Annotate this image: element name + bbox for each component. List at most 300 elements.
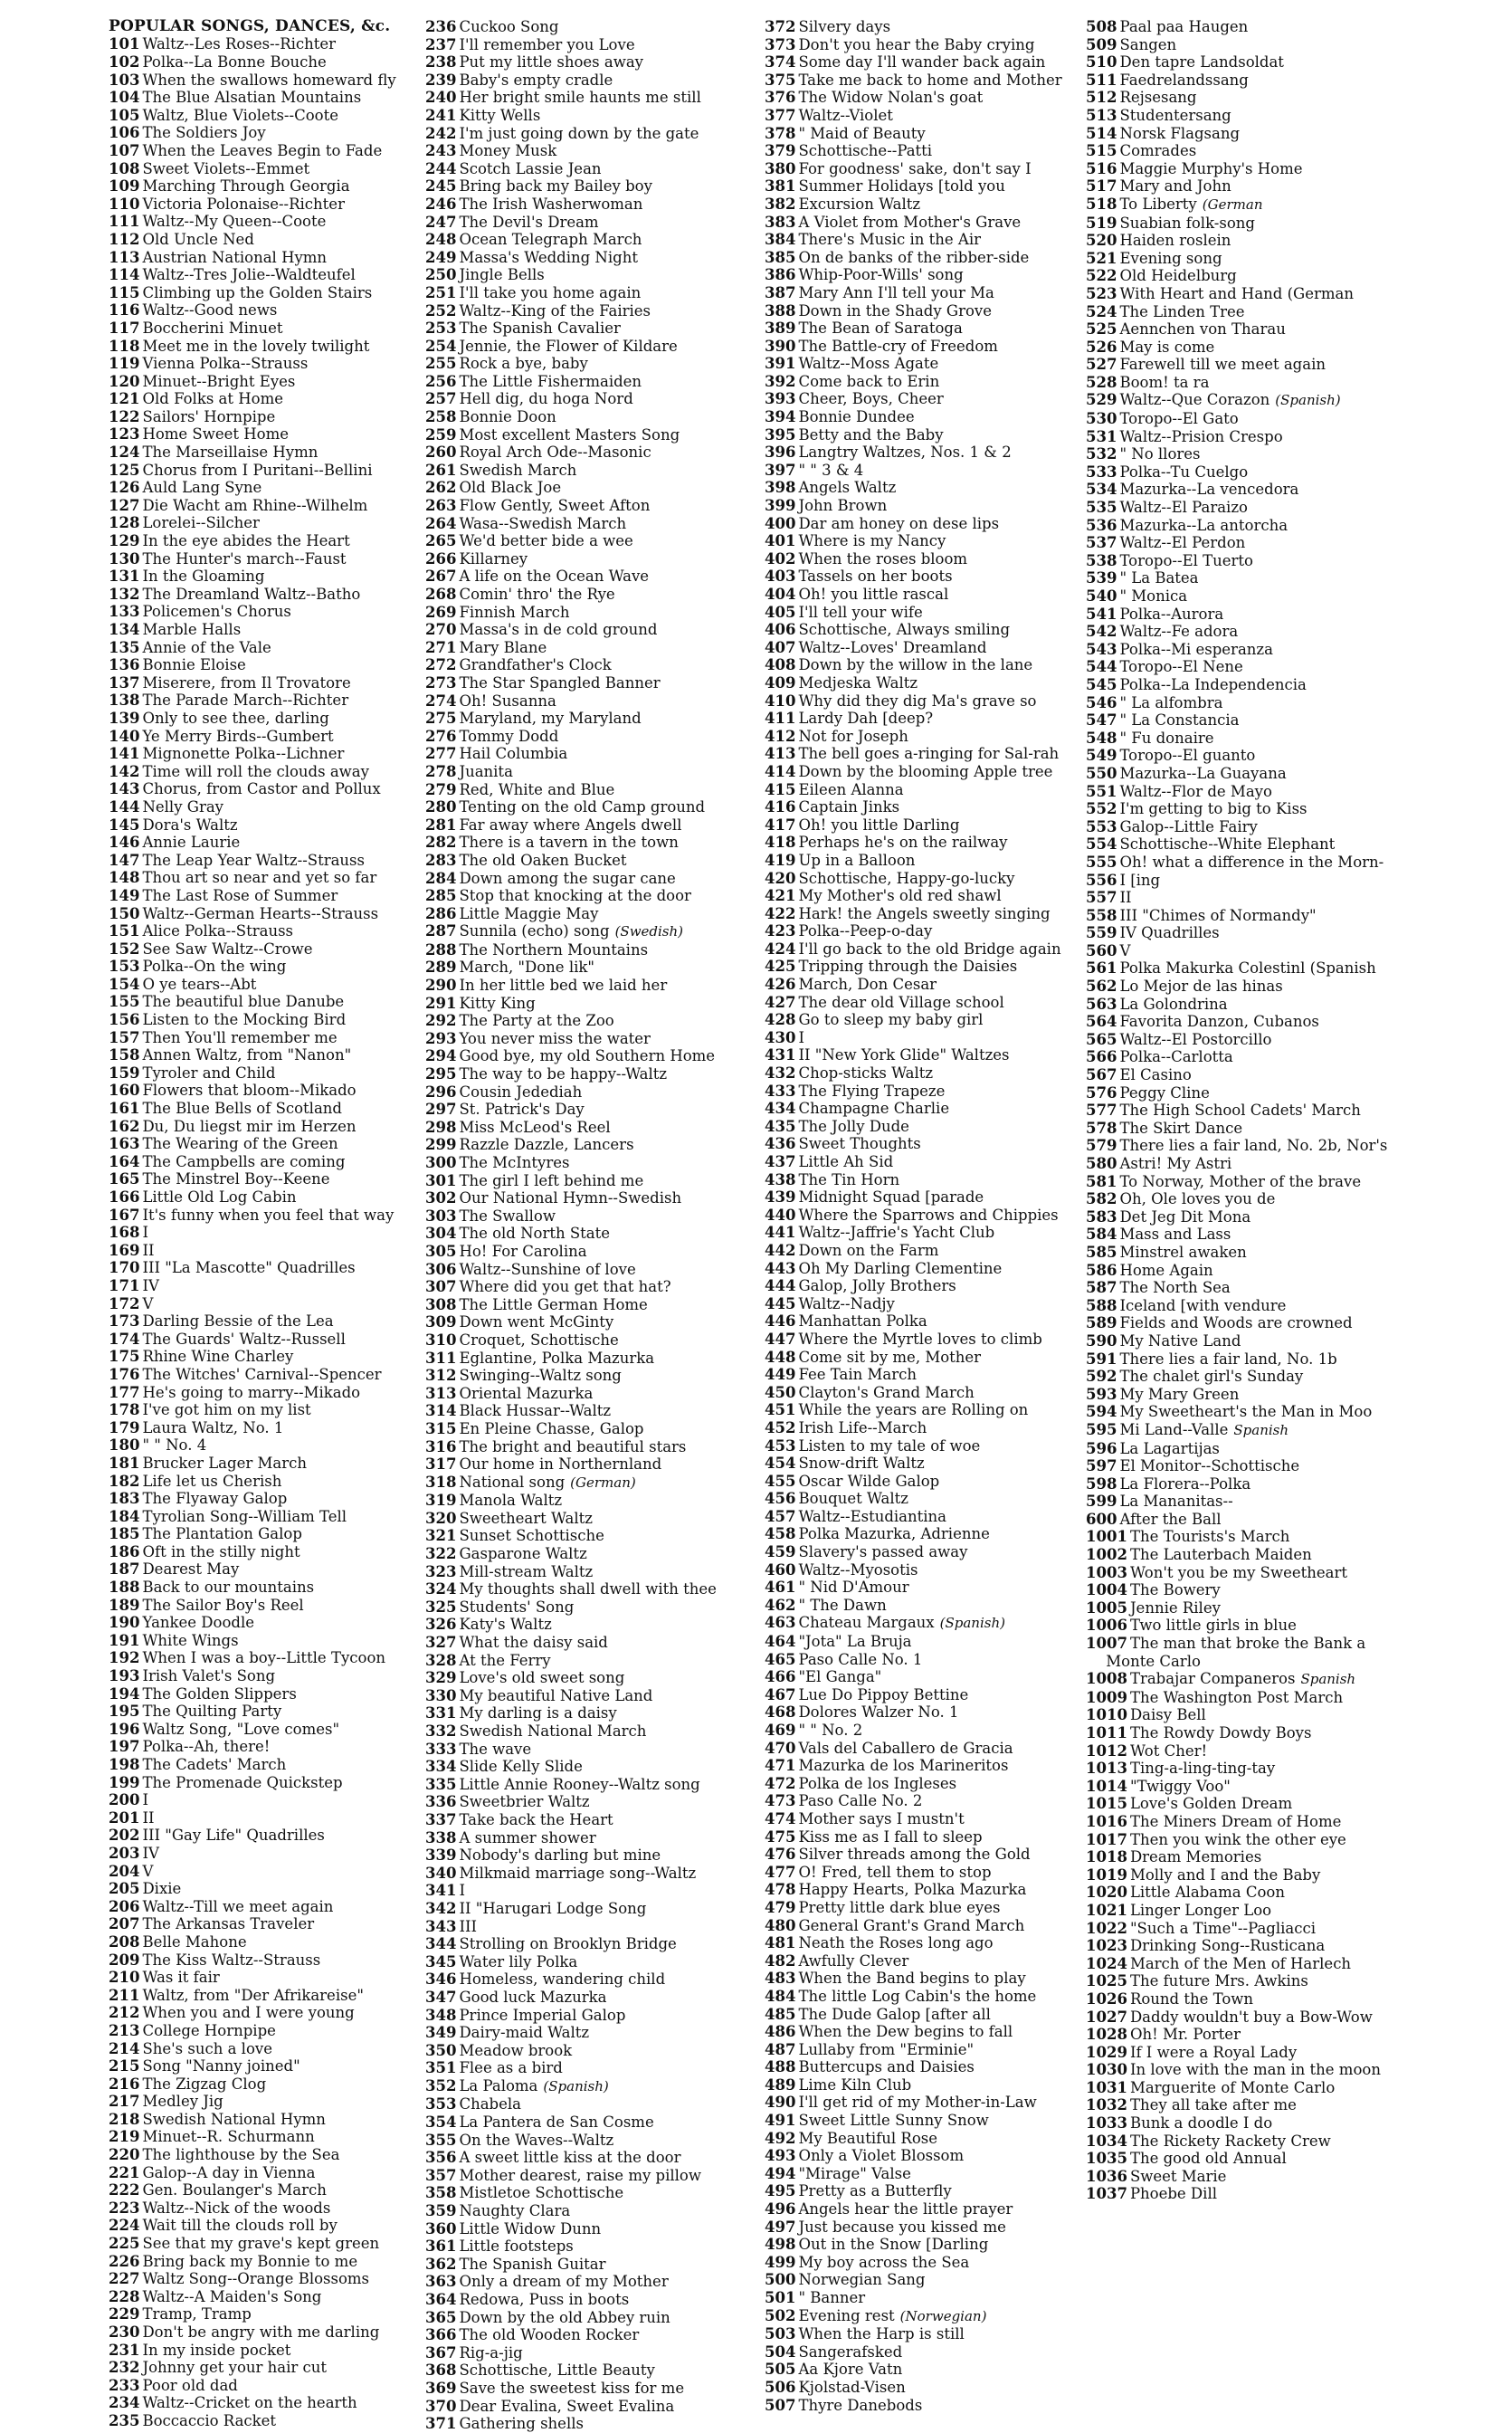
song-title: The good old Annual (1129, 2150, 1287, 2168)
song-title: O! Fred, tell them to stop (798, 1863, 992, 1881)
song-title: Mazurka--La Guayana (1119, 764, 1287, 782)
column-2 (425, 18, 762, 2433)
song-title: Waltz--Flor de Mayo (1119, 782, 1272, 800)
song-title: Sunset Schottische (459, 1527, 604, 1545)
song-entry (765, 196, 1083, 214)
song-title: The little Log Cabin's the home (798, 1987, 1037, 2005)
song-number: 167 (109, 1206, 140, 1224)
song-number: 300 (425, 1154, 457, 1171)
song-number: 119 (109, 355, 140, 373)
song-number: 224 (109, 2217, 140, 2235)
song-number: 1006 (1086, 1617, 1127, 1635)
song-number: 239 (425, 71, 457, 89)
song-title: Waltz--Tres Jolie--Waldteufel (142, 266, 356, 284)
song-entry (1086, 303, 1500, 321)
song-title: The dear old Village school (798, 993, 1004, 1011)
song-number: 281 (425, 816, 457, 834)
song-title: Go to sleep my baby girl (798, 1011, 984, 1029)
song-number: 310 (425, 1331, 457, 1349)
song-entry (425, 656, 762, 674)
song-title: The way to be happy--Waltz (459, 1065, 668, 1083)
song-number: 402 (765, 549, 796, 568)
song-title: Little Maggie May (459, 904, 599, 922)
song-entry (765, 142, 1083, 160)
song-title: At the Ferry (459, 1651, 551, 1669)
song-title: Sweet Violets--Emmet (142, 159, 310, 177)
song-number: 112 (109, 230, 140, 248)
song-title: I'll tell your wife (798, 603, 923, 621)
song-number: 434 (765, 1100, 796, 1118)
song-title: Baby's empty cradle (459, 71, 613, 89)
song-title: Oh! Mr. Porter (1129, 2026, 1241, 2044)
song-title: The Spanish Cavalier (459, 320, 621, 338)
song-entry (109, 692, 421, 710)
song-title: Waltz--My Queen--Coote (142, 213, 327, 231)
song-entry (1086, 374, 1500, 392)
song-entry (109, 1774, 421, 1792)
song-entry (425, 1136, 762, 1154)
song-title: Massa's in de cold ground (459, 621, 658, 639)
song-number: 221 (109, 2163, 140, 2181)
song-number: 443 (765, 1259, 796, 1277)
song-entry (765, 568, 1083, 586)
song-entry (765, 1490, 1083, 1508)
song-title: Toropo--El Nene (1119, 658, 1243, 676)
song-entry (765, 1525, 1083, 1543)
song-entry (425, 1634, 762, 1652)
song-entry (109, 1597, 421, 1615)
song-title: Sweetbrier Waltz (459, 1793, 590, 1811)
song-entry (425, 2007, 762, 2025)
song-entry (109, 656, 421, 674)
song-entry (1086, 2096, 1500, 2114)
song-title: Won't you be my Sweetheart (1129, 1563, 1347, 1581)
song-entry (1086, 1689, 1500, 1707)
song-number: 590 (1086, 1331, 1117, 1350)
song-number: 442 (765, 1241, 796, 1259)
song-entry (109, 2181, 421, 2199)
song-entry (765, 1668, 1083, 1686)
song-title: My Beautiful Rose (798, 2129, 938, 2147)
song-title: Waltz--Cricket on the hearth (142, 2394, 357, 2412)
song-title: Waltz--Prision Crespo (1119, 427, 1283, 445)
song-number: 226 (109, 2252, 140, 2270)
song-number: 373 (765, 35, 796, 53)
song-entry (425, 1882, 762, 1900)
song-title: Boccherini Minuet (142, 319, 283, 337)
song-entry (425, 1030, 762, 1048)
song-number: 438 (765, 1170, 796, 1188)
song-number: 215 (109, 2057, 140, 2075)
song-title: National song (459, 1473, 566, 1491)
song-title: My Mary Green (1119, 1385, 1240, 1403)
song-title: Down on the Farm (798, 1241, 939, 1259)
song-number: 180 (109, 1436, 140, 1455)
song-entry (1086, 1778, 1500, 1796)
song-number: 542 (1086, 623, 1117, 641)
song-number: 598 (1086, 1474, 1117, 1493)
song-number: 289 (425, 959, 457, 977)
song-number: 327 (425, 1634, 457, 1652)
song-title: Waltz Song, "Love comes" (142, 1720, 340, 1738)
song-entry (425, 1811, 762, 1829)
song-number: 125 (109, 461, 140, 479)
song-title: Paso Calle No. 1 (798, 1650, 923, 1668)
song-number: 135 (109, 638, 140, 656)
song-entry (765, 1881, 1083, 1899)
song-title: For goodness' sake, don't say I (798, 159, 1032, 177)
song-title: "Jota" La Bruja (798, 1633, 912, 1651)
song-number: 404 (765, 586, 796, 603)
language-note: (Spanish) (1275, 392, 1341, 409)
song-number: 514 (1086, 124, 1117, 142)
song-number: 585 (1086, 1243, 1117, 1261)
song-number: 465 (765, 1650, 796, 1668)
song-number: 244 (425, 159, 457, 177)
song-number: 1033 (1086, 2114, 1127, 2132)
song-entry (109, 1046, 421, 1064)
song-title: Marching Through Georgia (142, 177, 350, 196)
song-title: Most excellent Masters Song (459, 425, 680, 444)
song-number: 169 (109, 1241, 140, 1259)
song-title: Sunnila (echo) song (459, 922, 610, 940)
song-entry (425, 2398, 762, 2416)
song-number: 533 (1086, 463, 1117, 481)
song-number: 269 (425, 603, 457, 621)
song-number: 390 (765, 337, 796, 355)
song-number: 1029 (1086, 2043, 1127, 2061)
song-entry (765, 2397, 1083, 2415)
song-title: Waltz--Estudiantina (798, 1507, 947, 1525)
song-number: 338 (425, 1828, 457, 1846)
song-title: Norsk Flagsang (1119, 124, 1241, 142)
song-number: 342 (425, 1899, 457, 1917)
song-number: 268 (425, 586, 457, 603)
song-entry (1086, 1972, 1500, 1990)
song-title: John Brown (798, 497, 888, 515)
song-entry (425, 1989, 762, 2007)
song-title: Angels hear the little prayer (798, 2200, 1013, 2218)
song-title: Schottische--White Elephant (1119, 835, 1336, 854)
song-entry (765, 674, 1083, 692)
song-number: 128 (109, 514, 140, 532)
song-title: Daddy wouldn't buy a Bow-Wow (1129, 2008, 1373, 2026)
song-number: 471 (765, 1757, 796, 1775)
song-title: When the roses bloom (798, 549, 968, 568)
song-number: 414 (765, 762, 796, 780)
song-title: Whip-Poor-Wills' song (798, 266, 964, 284)
song-number: 454 (765, 1455, 796, 1473)
song-title: Waltz--Good news (142, 301, 278, 320)
song-number: 240 (425, 89, 457, 107)
song-title: I'm getting to big to Kiss (1119, 800, 1308, 818)
song-entry (1086, 730, 1500, 748)
song-title: There is a tavern in the town (459, 834, 679, 852)
song-number: 1032 (1086, 2096, 1127, 2114)
song-entry (109, 816, 421, 835)
song-entry (1086, 1528, 1500, 1546)
song-entry (1086, 445, 1500, 463)
song-entry (109, 497, 421, 515)
song-title: Waltz--Nick of the woods (142, 2199, 331, 2217)
song-number: 591 (1086, 1350, 1117, 1368)
song-title: Silver threads among the Gold (798, 1846, 1031, 1864)
song-number: 204 (109, 1862, 140, 1880)
song-entry (109, 887, 421, 905)
song-entry (425, 2220, 762, 2238)
song-entry (765, 373, 1083, 391)
song-title: Fields and Woods are crowned (1119, 1314, 1353, 1332)
song-entry (765, 53, 1083, 72)
song-number: 319 (425, 1492, 457, 1510)
song-entry (1086, 1421, 1500, 1440)
song-entry (109, 2004, 421, 2022)
song-number: 113 (109, 248, 140, 266)
song-number: 478 (765, 1881, 796, 1899)
song-number: 467 (765, 1685, 796, 1703)
song-entry (1086, 250, 1500, 268)
song-entry (1086, 534, 1500, 552)
song-entry (1086, 1403, 1500, 1421)
song-title: Where the Myrtle loves to climb (798, 1330, 1042, 1348)
song-title: Oh! what a difference in the Morn- (1119, 853, 1384, 871)
song-number: 424 (765, 940, 796, 958)
song-title: Down by the blooming Apple tree (798, 762, 1053, 780)
song-entry (765, 160, 1083, 178)
song-title: Students' Song (459, 1598, 575, 1616)
song-entry (765, 781, 1083, 799)
song-title: Tommy Dodd (459, 727, 559, 745)
song-title: Ocean Telegraph March (459, 231, 642, 249)
song-entry (1086, 606, 1500, 624)
song-title: The Miners Dream of Home (1129, 1812, 1342, 1830)
song-entry (1086, 1475, 1500, 1493)
song-entry (109, 1473, 421, 1491)
song-entry (109, 674, 421, 692)
song-entry (765, 1011, 1083, 1029)
song-title: Polka--Mi esperanza (1119, 640, 1273, 658)
song-entry (425, 568, 762, 586)
song-number: 102 (109, 53, 140, 71)
song-entry (1086, 907, 1500, 925)
song-entry (109, 1118, 421, 1136)
song-entry (425, 160, 762, 178)
song-entry (109, 373, 421, 391)
song-entry (765, 1029, 1083, 1047)
song-title: While the years are Rolling on (798, 1401, 1029, 1419)
song-number: 380 (765, 159, 796, 177)
song-title: Old Black Joe (459, 479, 562, 497)
song-number: 152 (109, 940, 140, 958)
song-entry (109, 603, 421, 621)
song-entry (425, 1474, 762, 1493)
song-title: Money Musk (459, 142, 557, 160)
song-number: 501 (765, 2289, 796, 2306)
song-number: 349 (425, 2024, 457, 2042)
song-title: A summer shower (459, 1828, 596, 1846)
song-entry (765, 1579, 1083, 1597)
song-number: 347 (425, 1988, 457, 2006)
song-entry (765, 940, 1083, 959)
song-title: My thoughts shall dwell with thee (459, 1580, 717, 1598)
song-entry (1086, 356, 1500, 374)
song-title: Where the Sparrows and Chippies (798, 1206, 1059, 1224)
song-entry (109, 2057, 421, 2075)
song-number: 368 (425, 2361, 457, 2380)
song-number: 518 (1086, 195, 1117, 213)
song-title: Kiss me as I fall to sleep (798, 1827, 983, 1846)
song-title: " Monica (1119, 587, 1188, 605)
song-title: Mazurka--La vencedora (1119, 481, 1299, 499)
song-title: I (459, 1882, 465, 1900)
song-number: 447 (765, 1330, 796, 1348)
song-number: 303 (425, 1207, 457, 1225)
song-title: Sweet Marie (1129, 2167, 1227, 2185)
song-entry (425, 1154, 762, 1172)
song-entry (1086, 1013, 1500, 1031)
song-number: 474 (765, 1809, 796, 1827)
song-entry (765, 177, 1083, 196)
song-number: 448 (765, 1348, 796, 1366)
song-entry (109, 532, 421, 550)
song-entry (765, 2076, 1083, 2094)
column-4 (1086, 18, 1500, 2203)
song-title: Royal Arch Ode--Masonic (459, 444, 651, 462)
song-entry (109, 1614, 421, 1632)
song-entry (425, 604, 762, 622)
song-entry (1086, 1102, 1500, 1120)
song-title: Yankee Doodle (142, 1614, 255, 1632)
song-number: 596 (1086, 1439, 1117, 1457)
song-entry (1086, 552, 1500, 570)
song-title: Iceland [with vendure (1119, 1296, 1287, 1314)
song-number: 524 (1086, 302, 1117, 320)
song-title: Awfully Clever (798, 1951, 909, 1970)
song-number: 493 (765, 2147, 796, 2165)
song-title: The Flyaway Galop (142, 1490, 288, 1508)
song-entry (109, 568, 421, 586)
song-entry (425, 426, 762, 444)
song-entry (425, 53, 762, 72)
song-title: Waltz--Les Roses--Richter (142, 35, 337, 53)
song-number: 374 (765, 53, 796, 72)
song-title: Little Annie Rooney--Waltz song (459, 1775, 700, 1793)
song-entry (109, 2164, 421, 2182)
song-title: The Washington Post March (1129, 1688, 1344, 1706)
song-entry (1086, 320, 1500, 339)
song-entry (109, 1756, 421, 1774)
song-number: 400 (765, 514, 796, 532)
song-number: 188 (109, 1579, 140, 1597)
song-title: IV (142, 1844, 159, 1862)
song-number: 110 (109, 195, 140, 213)
song-title: The Kiss Waltz--Strauss (142, 1951, 321, 1969)
song-title: The beautiful blue Danube (142, 993, 345, 1011)
song-number: 229 (109, 2305, 140, 2323)
song-title: " " No. 4 (142, 1436, 207, 1455)
song-number: 312 (425, 1367, 457, 1385)
song-title: Perhaps he's on the railway (798, 834, 1008, 852)
song-number: 189 (109, 1596, 140, 1614)
song-title: The Flying Trapeze (798, 1082, 946, 1100)
song-entry (1086, 463, 1500, 482)
song-entry (109, 2377, 421, 2395)
song-entry (1086, 107, 1500, 125)
song-entry (1086, 1848, 1500, 1866)
song-entry (425, 1065, 762, 1083)
song-number: 519 (1086, 214, 1117, 232)
song-entry (1086, 1990, 1500, 2008)
song-number: 305 (425, 1242, 457, 1260)
song-title: Annen Waltz, from "Nanon" (142, 1046, 352, 1064)
song-title: II "New York Glide" Waltzes (798, 1046, 1010, 1064)
song-entry (109, 1845, 421, 1863)
song-number: 161 (109, 1100, 140, 1118)
column-body (425, 18, 762, 2433)
song-title: Waltz--Nadjy (798, 1294, 895, 1312)
song-number: 150 (109, 904, 140, 922)
song-number: 372 (765, 18, 796, 35)
song-title: Bonnie Doon (459, 408, 556, 426)
song-number: 1037 (1086, 2185, 1127, 2203)
song-title: The girl I left behind me (459, 1171, 644, 1189)
song-number: 203 (109, 1844, 140, 1862)
song-entry (765, 1242, 1083, 1260)
song-entry (425, 2202, 762, 2220)
song-entry (109, 550, 421, 568)
song-title: Studentersang (1119, 106, 1231, 124)
song-entry (765, 1207, 1083, 1225)
song-title: Pretty as a Butterfly (798, 2182, 952, 2200)
song-entry (109, 124, 421, 142)
song-entry (109, 1721, 421, 1739)
song-title: Mother dearest, raise my pillow (459, 2166, 701, 2184)
song-entry (109, 1455, 421, 1473)
song-number: 441 (765, 1224, 796, 1242)
song-title: Razzle Dazzle, Lancers (459, 1136, 634, 1154)
song-entry (1086, 1955, 1500, 1973)
song-entry (765, 1295, 1083, 1313)
song-entry (765, 107, 1083, 125)
song-entry (425, 2380, 762, 2398)
song-number: 341 (425, 1882, 457, 1900)
song-title: St. Patrick's Day (459, 1101, 585, 1119)
song-title: Polka--La Bonne Bouche (142, 53, 327, 71)
song-entry (1086, 125, 1500, 143)
song-entry (109, 72, 421, 90)
song-entry (765, 2236, 1083, 2254)
song-number: 144 (109, 797, 140, 816)
song-title: IV (142, 1276, 159, 1294)
song-number: 508 (1086, 18, 1117, 35)
song-number: 432 (765, 1064, 796, 1083)
song-title: Maryland, my Maryland (459, 710, 642, 728)
song-title: Mazurka--La antorcha (1119, 516, 1289, 534)
song-number: 1023 (1086, 1937, 1127, 1955)
song-number: 132 (109, 585, 140, 603)
song-number: 510 (1086, 53, 1117, 72)
song-title: Swedish March (459, 461, 577, 479)
song-title: Meadow brook (459, 2041, 573, 2059)
song-entry (765, 302, 1083, 320)
song-title: Jingle Bells (459, 266, 545, 284)
song-title: Mary Ann I'll tell your Ma (798, 283, 994, 301)
song-number: 306 (425, 1260, 457, 1278)
song-title: Oh, Ole loves you de (1119, 1190, 1276, 1208)
song-entry (1086, 1635, 1500, 1653)
song-entry (765, 816, 1083, 835)
song-number: 388 (765, 301, 796, 320)
